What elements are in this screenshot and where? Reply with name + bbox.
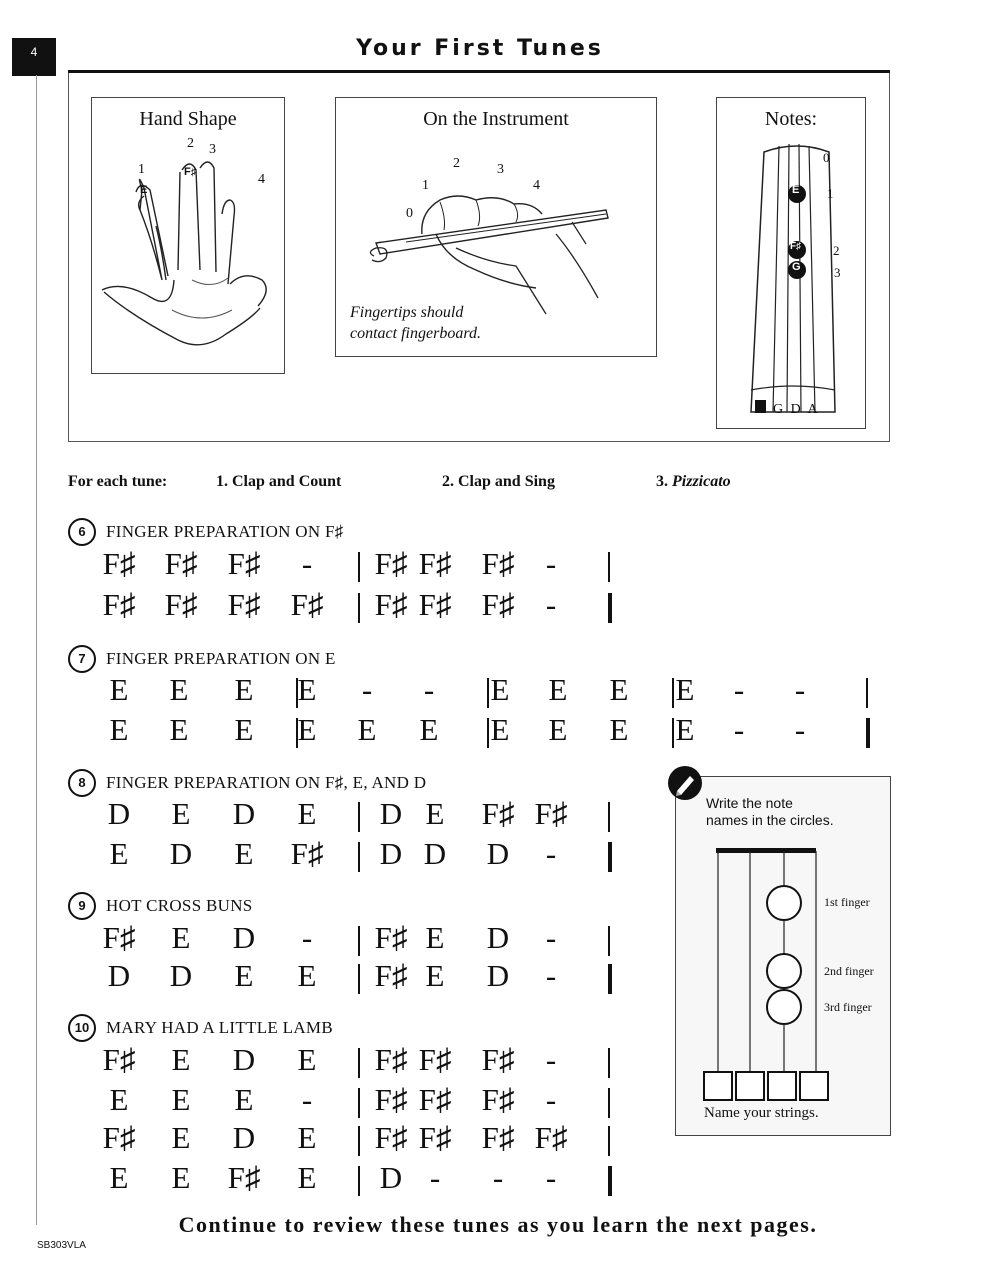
note: - [545, 958, 557, 993]
note: F♯ [227, 587, 261, 622]
note: - [361, 672, 373, 707]
page-number-box [12, 38, 56, 76]
note: F♯ [102, 587, 136, 622]
instrument-panel [335, 97, 657, 357]
tune-title: MARY HAD A LITTLE LAMB [106, 1018, 333, 1037]
note: E [171, 1120, 191, 1155]
instrument-finger-0: 0 [406, 206, 413, 221]
note: - [429, 1160, 441, 1195]
notes-title: Notes: [764, 108, 818, 130]
barline [487, 678, 489, 708]
tune-header [68, 645, 336, 673]
barline [672, 718, 674, 748]
note: E [490, 672, 510, 707]
note: E [419, 712, 439, 747]
note: D [107, 958, 131, 993]
notes-panel [716, 97, 866, 429]
final-barline [608, 1166, 612, 1196]
note: F♯ [481, 546, 515, 581]
note: D [423, 836, 447, 871]
note: D [169, 958, 193, 993]
final-barline [866, 718, 870, 748]
instructions-lead: For each tune: [68, 473, 168, 490]
note: F♯ [418, 1120, 452, 1155]
note: - [545, 546, 557, 581]
note: - [545, 1160, 557, 1195]
hand-finger-label-e: E [140, 184, 148, 196]
barline [608, 926, 610, 956]
note: F♯ [290, 836, 324, 871]
note: E [169, 712, 189, 747]
barline [358, 926, 360, 956]
note: F♯ [481, 1120, 515, 1155]
instrument-caption-line1: Fingertips should [350, 304, 464, 321]
note: E [234, 712, 254, 747]
worksheet-instruction-line2: names in the circles. [706, 812, 834, 828]
note: D [232, 920, 256, 955]
tune-title: HOT CROSS BUNS [106, 896, 253, 915]
note: E [425, 920, 445, 955]
worksheet-label-3rd-finger: 3rd finger [824, 1000, 872, 1014]
note: - [733, 712, 745, 747]
note: E [171, 920, 191, 955]
worksheet-label-2nd-finger: 2nd finger [824, 964, 874, 978]
note: E [109, 1160, 129, 1195]
note: - [545, 920, 557, 955]
note: D [232, 796, 256, 831]
note: E [297, 796, 317, 831]
instrument-title: On the Instrument [423, 108, 569, 130]
instructions-step3-number: 3. [656, 473, 668, 490]
note: F♯ [290, 587, 324, 622]
tune-number: 10 [68, 1014, 96, 1042]
note: E [109, 836, 129, 871]
barline [608, 1088, 610, 1118]
note: F♯ [418, 587, 452, 622]
note: E [675, 672, 695, 707]
worksheet-strings-caption: Name your strings. [704, 1105, 819, 1121]
tune-number: 6 [68, 518, 96, 546]
note: E [425, 958, 445, 993]
tune-title: FINGER PREPARATION ON F♯ [106, 522, 344, 541]
instructions-step3 [656, 473, 731, 491]
note: E [425, 796, 445, 831]
barline [608, 1048, 610, 1078]
note: E [297, 1120, 317, 1155]
barline [358, 1048, 360, 1078]
barline [358, 552, 360, 582]
note: E [490, 712, 510, 747]
notes-finger-2: 2 [833, 243, 840, 258]
note: - [794, 672, 806, 707]
note: D [379, 836, 403, 871]
page-title: Your First Tunes [356, 36, 604, 61]
note: E [297, 712, 317, 747]
tune-title: FINGER PREPARATION ON F♯, E, AND D [106, 773, 427, 792]
tune-header [68, 892, 253, 920]
hand-finger-number-4: 4 [258, 172, 265, 187]
note: F♯ [227, 1160, 261, 1195]
note: E [548, 712, 568, 747]
note: F♯ [374, 546, 408, 581]
note: E [234, 958, 254, 993]
note: F♯ [374, 920, 408, 955]
note: E [675, 712, 695, 747]
note: F♯ [374, 1042, 408, 1077]
note: E [297, 1160, 317, 1195]
instrument-finger-4: 4 [533, 178, 540, 193]
note: D [486, 920, 510, 955]
instrument-caption-line2: contact fingerboard. [350, 325, 481, 342]
note: F♯ [227, 546, 261, 581]
tune-header [68, 1014, 333, 1042]
barline [608, 1126, 610, 1156]
note: F♯ [102, 920, 136, 955]
note: - [733, 672, 745, 707]
tune-number: 9 [68, 892, 96, 920]
note: E [234, 1082, 254, 1117]
note: E [171, 1082, 191, 1117]
final-barline [608, 964, 612, 994]
final-barline [608, 593, 612, 623]
note: F♯ [374, 587, 408, 622]
barline [358, 1126, 360, 1156]
hand-finger-number-2: 2 [187, 136, 194, 151]
note: - [545, 587, 557, 622]
instrument-caption [350, 302, 481, 344]
barline [296, 718, 298, 748]
barline [358, 593, 360, 623]
note: E [357, 712, 377, 747]
barline [866, 678, 868, 708]
note: - [301, 546, 313, 581]
note: - [794, 712, 806, 747]
instructions-step2: 2. Clap and Sing [442, 473, 555, 490]
barline [358, 1088, 360, 1118]
tune-number: 7 [68, 645, 96, 673]
note: F♯ [164, 587, 198, 622]
worksheet-instruction-line1: Write the note [706, 795, 793, 811]
barline [608, 552, 610, 582]
note: D [169, 836, 193, 871]
note: - [545, 836, 557, 871]
instrument-finger-1: 1 [422, 178, 429, 193]
barline [358, 842, 360, 872]
barline [296, 678, 298, 708]
note: D [486, 836, 510, 871]
note: F♯ [481, 1082, 515, 1117]
notes-finger-1: 1 [827, 186, 834, 201]
note: F♯ [481, 1042, 515, 1077]
hand-finger-number-3: 3 [209, 142, 216, 157]
barline [608, 802, 610, 832]
note: D [379, 1160, 403, 1195]
barline [358, 1166, 360, 1196]
note: F♯ [418, 546, 452, 581]
fingerboard-illustration [717, 132, 865, 422]
note: - [545, 1082, 557, 1117]
note: E [169, 672, 189, 707]
note: E [297, 672, 317, 707]
note: E [109, 672, 129, 707]
note: - [492, 1160, 504, 1195]
instructions-step1: 1. Clap and Count [216, 473, 342, 490]
footer-note: Continue to review these tunes as you learn the next pages. [178, 1212, 818, 1237]
tune-header [68, 518, 344, 546]
note: F♯ [374, 1120, 408, 1155]
hand-shape-panel [91, 97, 285, 374]
note: - [423, 672, 435, 707]
note: E [171, 796, 191, 831]
note: D [107, 796, 131, 831]
note: D [232, 1042, 256, 1077]
note: E [234, 672, 254, 707]
note-circle-e: E [792, 184, 800, 196]
worksheet-label-1st-finger: 1st finger [824, 895, 870, 909]
barline [358, 964, 360, 994]
hand-shape-title: Hand Shape [139, 108, 237, 130]
note: E [297, 958, 317, 993]
note: E [297, 1042, 317, 1077]
note: F♯ [164, 546, 198, 581]
worksheet-instruction [706, 795, 834, 829]
hand-finger-number-1: 1 [138, 162, 145, 177]
worksheet-box [675, 776, 891, 1136]
note: F♯ [374, 958, 408, 993]
note: F♯ [102, 1042, 136, 1077]
barline [672, 678, 674, 708]
note-circle-fsharp: F♯ [790, 241, 802, 252]
note: E [609, 672, 629, 707]
note: F♯ [534, 796, 568, 831]
catalog-code: SB303VLA [37, 1240, 86, 1251]
note-circle-g: G [792, 261, 801, 273]
note: - [301, 1082, 313, 1117]
note: E [171, 1042, 191, 1077]
barline [358, 802, 360, 832]
note: D [379, 796, 403, 831]
note: F♯ [374, 1082, 408, 1117]
note: F♯ [102, 1120, 136, 1155]
instrument-finger-2: 2 [453, 156, 460, 171]
note: E [109, 1082, 129, 1117]
tune-header [68, 769, 426, 797]
note: - [545, 1042, 557, 1077]
note: F♯ [102, 546, 136, 581]
tune-number: 8 [68, 769, 96, 797]
note: F♯ [418, 1082, 452, 1117]
final-barline [608, 842, 612, 872]
note: D [232, 1120, 256, 1155]
hand-finger-label-fsharp: F♯ [184, 166, 197, 178]
note: F♯ [481, 587, 515, 622]
note: - [301, 920, 313, 955]
notes-finger-0: 0 [823, 150, 830, 165]
page-number: 4 [30, 45, 38, 59]
instructions-step3-word: Pizzicato [672, 473, 731, 490]
note: E [548, 672, 568, 707]
string-names: G D A [773, 402, 820, 417]
note: E [609, 712, 629, 747]
pencil-icon [668, 766, 702, 800]
note: E [171, 1160, 191, 1195]
note: E [109, 712, 129, 747]
note: F♯ [534, 1120, 568, 1155]
notes-finger-3: 3 [834, 265, 841, 280]
instrument-finger-3: 3 [497, 162, 504, 177]
note: F♯ [481, 796, 515, 831]
note: E [234, 836, 254, 871]
barline [487, 718, 489, 748]
tune-title: FINGER PREPARATION ON E [106, 649, 336, 668]
note: D [486, 958, 510, 993]
note: F♯ [418, 1042, 452, 1077]
left-margin-rule [36, 75, 37, 1225]
